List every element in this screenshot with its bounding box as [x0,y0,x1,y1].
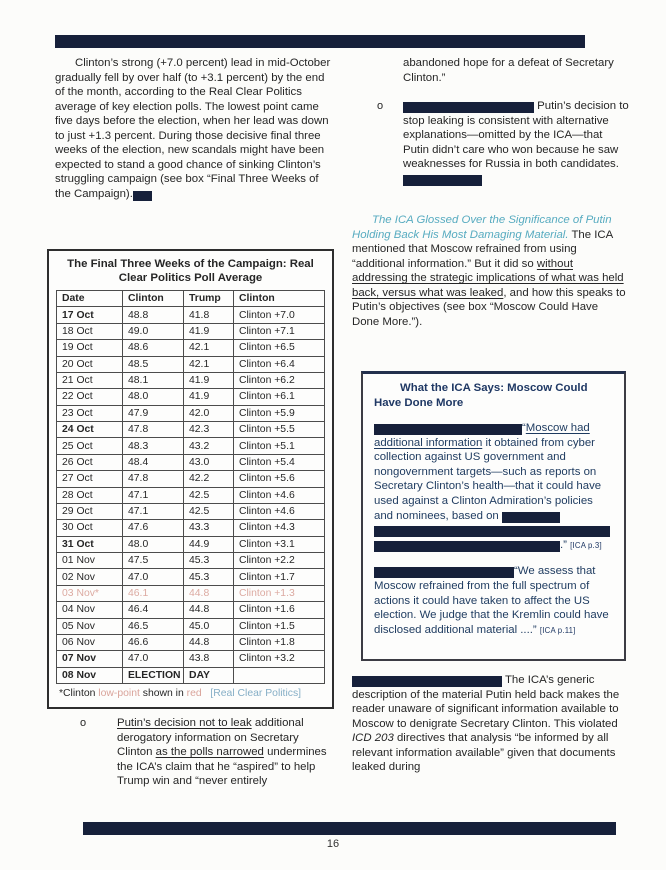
poll-table-cell: 03 Nov* [57,585,123,601]
poll-table-cell: Clinton +5.9 [234,405,325,421]
column-header-trump: Trump [184,291,234,307]
ica-citation-p3: [ICA p.3] [570,540,602,550]
footnote-citation: [Real Clear Politics] [210,688,302,699]
poll-table-row [57,651,325,667]
bullet-marker: o [80,717,87,729]
poll-table-footnote [59,688,332,699]
poll-table-cell: 47.1 [123,503,184,519]
poll-table-cell: 48.0 [123,536,184,552]
poll-table-cell: 43.0 [184,454,234,470]
poll-table-cell: 47.8 [123,422,184,438]
right-continuation [403,56,636,85]
poll-table-row [57,323,325,339]
footnote-lowpoint: low-point [98,688,140,699]
poll-table-row [57,372,325,388]
poll-table-cell: 29 Oct [57,503,123,519]
poll-table-cell: 18 Oct [57,323,123,339]
poll-table-cell: 41.9 [184,323,234,339]
poll-table-cell: 01 Nov [57,553,123,569]
poll-table-cell: 25 Oct [57,438,123,454]
poll-table-cell: 21 Oct [57,372,123,388]
poll-table-row [57,340,325,356]
poll-table-cell: 46.5 [123,618,184,634]
poll-table-cell: 42.1 [184,356,234,372]
poll-table-cell: 22 Oct [57,389,123,405]
right-paragraph-2-text: The ICA’s generic description of the material Putin held back makes the reader unaware of significant information available to Moscow to denigrate Secretary Clinton. This violated [352,674,620,730]
right-paragraph-1-text-2: , and how this speaks to Putin’s objectives (see box “Moscow Could Have Done More.”). [352,286,626,328]
poll-table-title: The Final Three Weeks of the Campaign: Real Clear Politics Poll Average [67,258,314,284]
poll-table-row [57,454,325,470]
poll-table-cell [234,667,325,683]
poll-table-cell: 27 Oct [57,471,123,487]
page-number: 16 [326,838,340,850]
ica-quote-1-open: “ [522,422,526,434]
poll-table-cell: 17 Oct [57,307,123,323]
right-continuation-text: abandoned hope for a defeat of Secretary Clinton.” [403,57,614,84]
column-header-date: Date [57,291,123,307]
poll-table-cell: 20 Oct [57,356,123,372]
poll-table-row [57,487,325,503]
left-bullet-item [80,716,332,789]
poll-table-cell: Clinton +1.6 [234,602,325,618]
right-paragraph-1-underline: without addressing the strategic implications of what was held back, versus what was leaked [352,257,624,299]
poll-table-cell: 42.2 [184,471,234,487]
right-paragraph-1 [352,213,628,329]
footnote-text-mid: shown in [139,688,187,699]
ica-citation-p11: [ICA p.11] [539,625,576,635]
poll-table-row [57,307,325,323]
redaction-inline-q2 [374,567,514,578]
ica-quote-1 [374,421,613,553]
poll-table-cell: 31 Oct [57,536,123,552]
column-header-margin: Clinton [234,291,325,307]
poll-table-cell: 44.8 [184,585,234,601]
icd-203-reference: ICD 203 [352,732,394,744]
column-header-clinton: Clinton [123,291,184,307]
poll-table-cell: 08 Nov [57,667,123,683]
redaction-inline-p2 [352,676,502,687]
poll-table-cell: 45.3 [184,553,234,569]
poll-table-cell: 48.0 [123,389,184,405]
poll-table-row [57,585,325,601]
poll-table-cell: 48.8 [123,307,184,323]
poll-table-row [57,438,325,454]
poll-table-cell: 43.2 [184,438,234,454]
poll-table-cell: 46.4 [123,602,184,618]
poll-table-row [57,553,325,569]
poll-table-cell: 48.1 [123,372,184,388]
poll-table-cell: 47.0 [123,651,184,667]
footnote-red-word: red [186,688,202,699]
poll-table-cell: Clinton +3.2 [234,651,325,667]
poll-table-cell: Clinton +3.1 [234,536,325,552]
ica-quote-1-close: .” [560,538,571,551]
poll-table-cell: 04 Nov [57,602,123,618]
poll-table-cell: 45.0 [184,618,234,634]
poll-table-cell: 48.5 [123,356,184,372]
redaction-inline-end [403,175,482,186]
poll-table-cell: DAY [184,667,234,683]
poll-table-cell: 43.8 [184,651,234,667]
bullet-marker: o [377,100,384,112]
poll-table-cell: Clinton +7.0 [234,307,325,323]
left-bullet-underline-2: as the polls narrowed [155,746,264,758]
poll-table-cell: 23 Oct [57,405,123,421]
poll-table-cell: Clinton +5.4 [234,454,325,470]
poll-table-cell: Clinton +6.2 [234,372,325,388]
poll-table-row [57,503,325,519]
poll-table-cell: 48.4 [123,454,184,470]
ica-quote-2 [374,564,613,638]
poll-table-cell: Clinton +5.6 [234,471,325,487]
poll-table-cell: 47.1 [123,487,184,503]
poll-table-cell: 41.9 [184,372,234,388]
glossed-over-heading: The ICA Glossed Over the Significance of Putin Holding Back His Most Damaging Material. [352,214,612,241]
poll-table-cell: 06 Nov [57,634,123,650]
right-paragraph-1-text: The ICA mentioned that Moscow refrained from using “additional information.” But it did so [352,228,613,270]
poll-table-cell: 42.0 [184,405,234,421]
poll-table-cell: 26 Oct [57,454,123,470]
left-bullet-text-2: undermines the ICA’s claim that he “aspired” to help Trump win and “never entirely [117,746,327,787]
right-bullet-text: Putin’s decision to stop leaking is consistent with alternative explanations—omitted by the ICA—that Putin didn’t care who won because he saw weaknesses for Russia in both candidates. [403,100,629,170]
poll-table-cell: 47.0 [123,569,184,585]
poll-table-row [57,356,325,372]
poll-table-cell: 47.8 [123,471,184,487]
poll-table-cell: 44.8 [184,634,234,650]
poll-table-cell: ELECTION [123,667,184,683]
redaction-inline-q1b [502,512,560,523]
poll-table-cell: 24 Oct [57,422,123,438]
poll-table-cell: 47.9 [123,405,184,421]
redaction-inline-start [403,102,534,113]
redaction-inline-q1c [374,526,610,537]
left-paragraph-text: Clinton’s strong (+7.0 percent) lead in mid-October gradually fell by over half (to +3.1 percent) by the end of the month, according to the Real Clear Politics average of key election polls. The lowest point came five days before the election, when her lead was down to just +1.3 percent. During those decisive final three weeks of the election, new scandals might have been expected to stand a good chance of sinking Clinton’s struggling campaign (see box “Final Three Weeks of the Campaign). [55,57,331,200]
ica-quote-1-text: it obtained from cyber collection against US government and nongovernment targets—such as reports on Secretary Clinton’s health—that it could have used against a Clinton Admiration’s policies and nominees, based on [374,436,602,522]
left-paragraph [55,56,336,201]
poll-table-cell: Clinton +4.6 [234,487,325,503]
poll-table-cell: Clinton +4.3 [234,520,325,536]
poll-table-cell: 42.3 [184,422,234,438]
poll-table-row [57,405,325,421]
poll-table-row [57,618,325,634]
poll-table-cell: 47.5 [123,553,184,569]
right-paragraph-2-text-2: directives that analysis “be informed by all relevant information available” given that documents leaked during [352,732,616,773]
poll-table-cell: Clinton +6.4 [234,356,325,372]
poll-table-cell: Clinton +4.6 [234,503,325,519]
poll-table-cell: Clinton +1.7 [234,569,325,585]
poll-table-body [57,307,325,684]
poll-table-cell: 46.6 [123,634,184,650]
poll-table-cell: Clinton +7.1 [234,323,325,339]
poll-table-row [57,634,325,650]
redaction-inline-q1d [374,541,560,552]
poll-table-row [57,471,325,487]
poll-table-cell: 46.1 [123,585,184,601]
poll-table-cell: 47.6 [123,520,184,536]
ica-quote-1-underline: Moscow had additional information [374,422,590,449]
poll-table-cell: 45.3 [184,569,234,585]
ica-box-title: What the ICA Says: Moscow Could Have Done More [374,382,588,409]
poll-table-cell: 05 Nov [57,618,123,634]
poll-table-cell: Clinton +5.5 [234,422,325,438]
poll-table-box [47,249,334,709]
poll-table-cell: Clinton +2.2 [234,553,325,569]
right-paragraph-2 [352,673,628,775]
poll-table-row [57,536,325,552]
poll-table-cell: 07 Nov [57,651,123,667]
poll-table [56,290,325,684]
poll-table-row [57,422,325,438]
poll-table-row [57,569,325,585]
poll-table-cell: 44.8 [184,602,234,618]
redaction-inline-q1 [374,424,522,435]
poll-table-cell: Clinton +5.1 [234,438,325,454]
poll-table-row [57,602,325,618]
poll-table-row [57,667,325,683]
poll-table-cell: 41.9 [184,389,234,405]
poll-table-row [57,520,325,536]
redaction-bar-top [55,35,585,48]
right-bullet-item [377,99,632,186]
poll-table-cell: Clinton +6.5 [234,340,325,356]
poll-table-row [57,389,325,405]
poll-table-cell: 49.0 [123,323,184,339]
poll-table-cell: 44.9 [184,536,234,552]
poll-table-cell: Clinton +6.1 [234,389,325,405]
poll-table-header-row [57,291,325,307]
poll-table-cell: Clinton +1.3 [234,585,325,601]
poll-table-cell: 48.3 [123,438,184,454]
poll-table-cell: 30 Oct [57,520,123,536]
poll-table-cell: 48.6 [123,340,184,356]
poll-table-cell: Clinton +1.8 [234,634,325,650]
poll-table-cell: 02 Nov [57,569,123,585]
poll-table-cell: 41.8 [184,307,234,323]
ica-quote-2-text: “We assess that Moscow refrained from the full spectrum of actions it could have taken to affect the US election. We judge that the Kremlin could have disclosed additional material ....” [374,565,609,636]
poll-table-cell: 43.3 [184,520,234,536]
ica-says-box [361,371,626,661]
poll-table-cell: 42.5 [184,487,234,503]
poll-table-cell: 28 Oct [57,487,123,503]
poll-table-cell: 19 Oct [57,340,123,356]
redaction-inline-small [133,191,152,201]
footnote-text: *Clinton [59,688,99,699]
poll-table-cell: 42.5 [184,503,234,519]
poll-table-cell: 42.1 [184,340,234,356]
left-bullet-text-1: additional derogatory information on Secretary Clinton [117,717,304,758]
redaction-bar-bottom [83,822,616,835]
left-bullet-underline-1: Putin’s decision not to leak [117,717,252,729]
poll-table-cell: Clinton +1.5 [234,618,325,634]
